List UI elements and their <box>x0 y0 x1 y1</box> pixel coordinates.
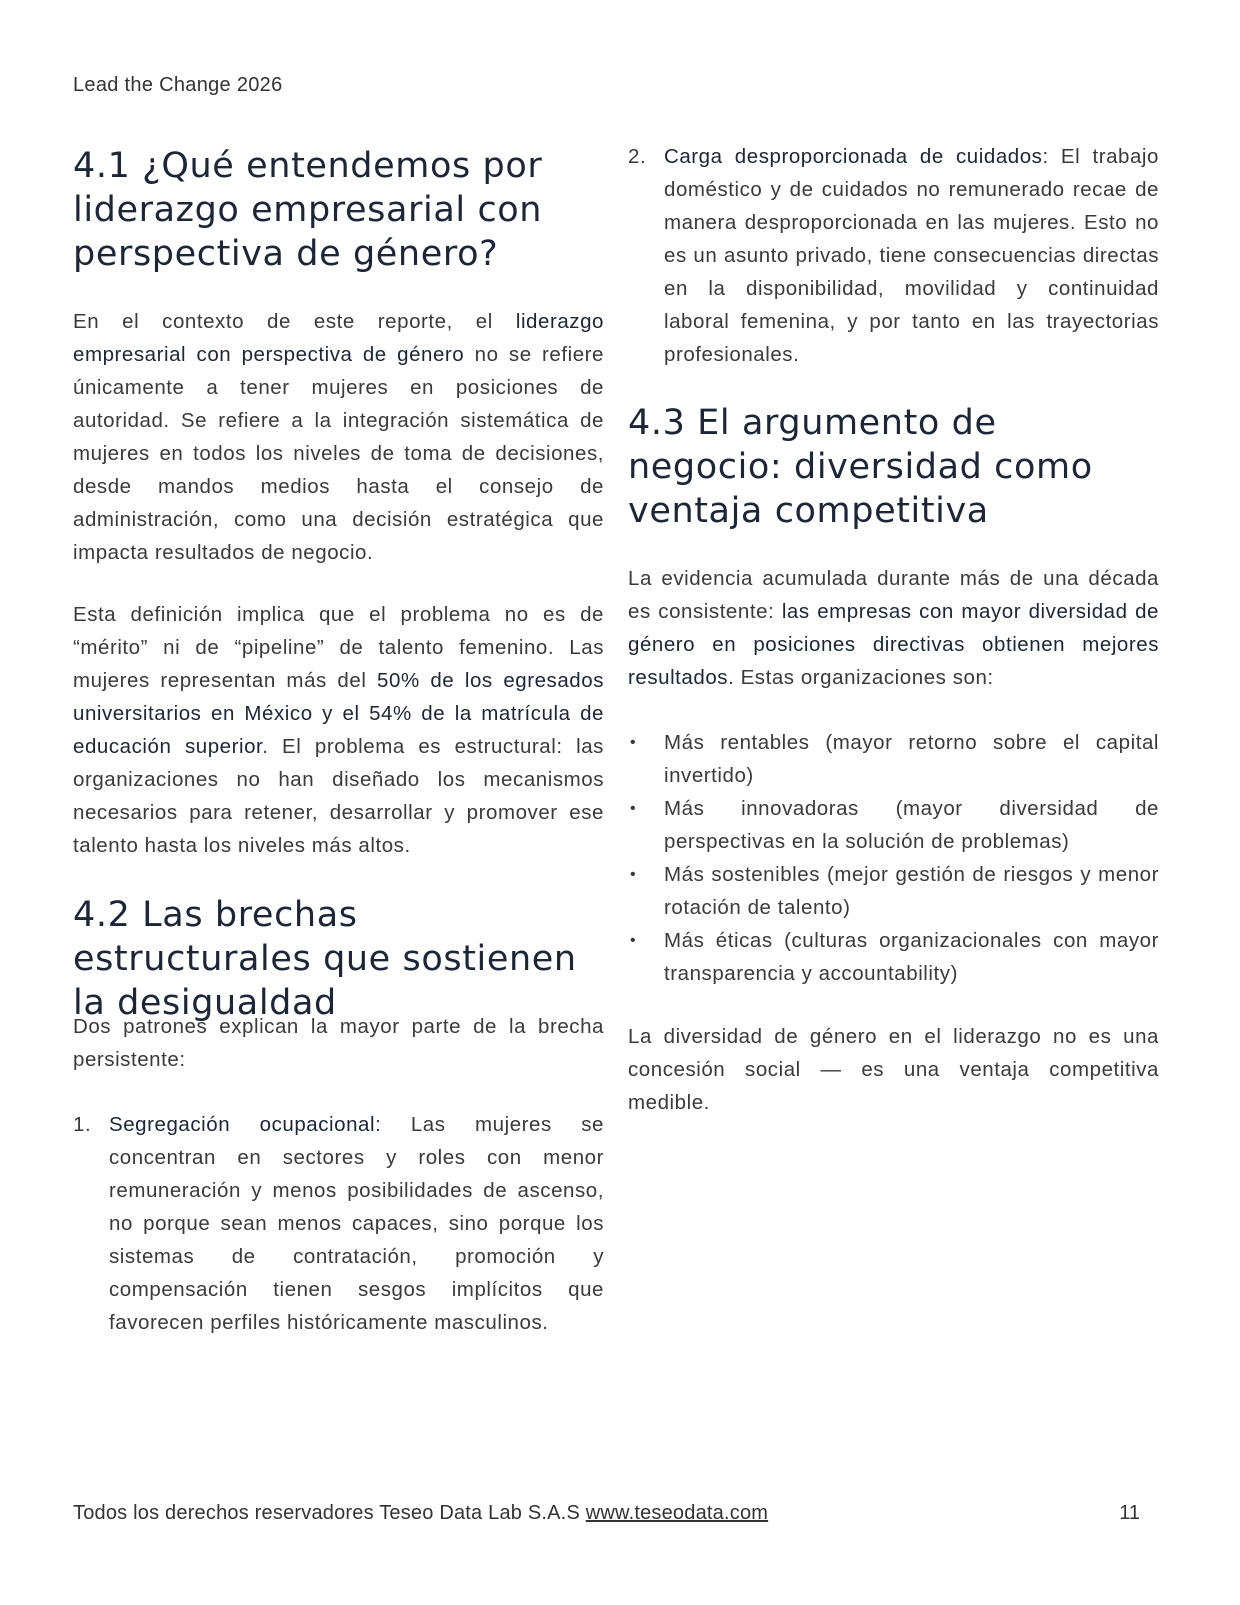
list-text: : Las mujeres se concentran en sectores y roles con menor remuneración y menos posibilidades de ascenso, no porque sean menos capaces, sino porque los sistemas de contratación, promoción y compensación tienen sesgos implícitos que favorecen perfiles históricamente masculinos. <box>109 1113 604 1334</box>
text-span: no se refiere únicamente a tener mujeres en posiciones de autoridad. Se refiere a la integración sistemática de mujeres en todos los niveles de toma de decisiones, desde mandos medios hasta el consejo de administración, como una decisión estratégica que impacta resultados de negocio. <box>73 343 604 564</box>
bullet-marker: • <box>630 734 637 751</box>
section-4-1-paragraph-2 <box>73 598 604 862</box>
benefit-text: Más rentables (mayor retorno sobre el capital invertido) <box>664 731 1159 787</box>
section-4-1-title: 4.1 ¿Qué entendemos por liderazgo empresarial con perspectiva de género? <box>73 146 543 274</box>
copyright-text: Todos los derechos reservadores Teseo Data Lab S.A.S <box>73 1502 586 1524</box>
list-term: Carga desproporcionada de cuidados <box>664 145 1043 168</box>
list-item-2 <box>628 140 1159 371</box>
website-link[interactable]: www.teseodata.com <box>585 1502 769 1524</box>
page-number: 11 <box>1119 1502 1140 1524</box>
running-header: Lead the Change 2026 <box>73 74 283 96</box>
benefit-item <box>628 726 1159 792</box>
text-span: En el contexto de este reporte, el <box>73 310 516 333</box>
benefit-item <box>628 858 1159 924</box>
section-4-2-intro: Dos patrones explican la mayor parte de la brecha persistente: <box>73 1015 604 1071</box>
bullet-marker: • <box>630 932 637 949</box>
benefits-list <box>628 726 1159 990</box>
list-number: 2. <box>628 145 647 168</box>
benefit-item <box>628 792 1159 858</box>
highlight-text: liderazgo empresarial con perspectiva de género <box>73 310 604 366</box>
highlight-text: 50% de los egresados universitarios en México y el 54% de la matrícula de educación superior <box>73 669 604 758</box>
highlight-text: las empresas con mayor diversidad de género en posiciones directivas obtienen mejores resultados <box>628 600 1159 689</box>
benefit-text: Más innovadoras (mayor diversidad de perspectivas en la solución de problemas) <box>664 797 1159 853</box>
list-term: Segregación ocupacional <box>109 1113 376 1136</box>
bullet-marker: • <box>630 800 637 817</box>
bullet-marker: • <box>630 866 637 883</box>
list-text: : El trabajo doméstico y de cuidados no remunerado recae de manera desproporcionada en las mujeres. Esto no es un asunto privado, tiene consecuencias directas en la disponibilidad, movilidad y continuidad laboral femenina, y por tanto en las trayectorias profesionales. <box>664 145 1159 366</box>
list-number: 1. <box>73 1113 92 1136</box>
section-4-2-title: 4.2 Las brechas estructurales que sostienen la desigualdad <box>73 895 577 1023</box>
section-4-3-paragraph-1 <box>628 562 1159 694</box>
section-4-1-paragraph-1 <box>73 305 604 569</box>
structural-gaps-list <box>73 1108 604 1339</box>
text-span: . Estas organizaciones son: <box>728 666 994 689</box>
list-item-1 <box>73 1108 604 1339</box>
text-span: Esta definición implica que el problema no es de “mérito” ni de “pipeline” de talento femenino. Las mujeres representan más del <box>73 603 604 692</box>
section-4-3-closing: La diversidad de género en el liderazgo no es una concesión social — es una ventaja competitiva medible. <box>628 1025 1159 1114</box>
text-span: . El problema es estructural: las organizaciones no han diseñado los mecanismos necesarios para retener, desarrollar y promover ese talento hasta los niveles más altos. <box>73 735 604 857</box>
section-4-3-title: 4.3 El argumento de negocio: diversidad como ventaja competitiva <box>628 403 1093 531</box>
benefit-item <box>628 924 1159 990</box>
structural-gaps-list-continued <box>628 140 1159 371</box>
page-footer <box>73 1502 768 1525</box>
text-span: La evidencia acumulada durante más de una década es consistente: <box>628 567 1159 623</box>
benefit-text: Más sostenibles (mejor gestión de riesgos y menor rotación de talento) <box>664 863 1159 919</box>
benefit-text: Más éticas (culturas organizacionales con mayor transparencia y accountability) <box>664 929 1159 985</box>
